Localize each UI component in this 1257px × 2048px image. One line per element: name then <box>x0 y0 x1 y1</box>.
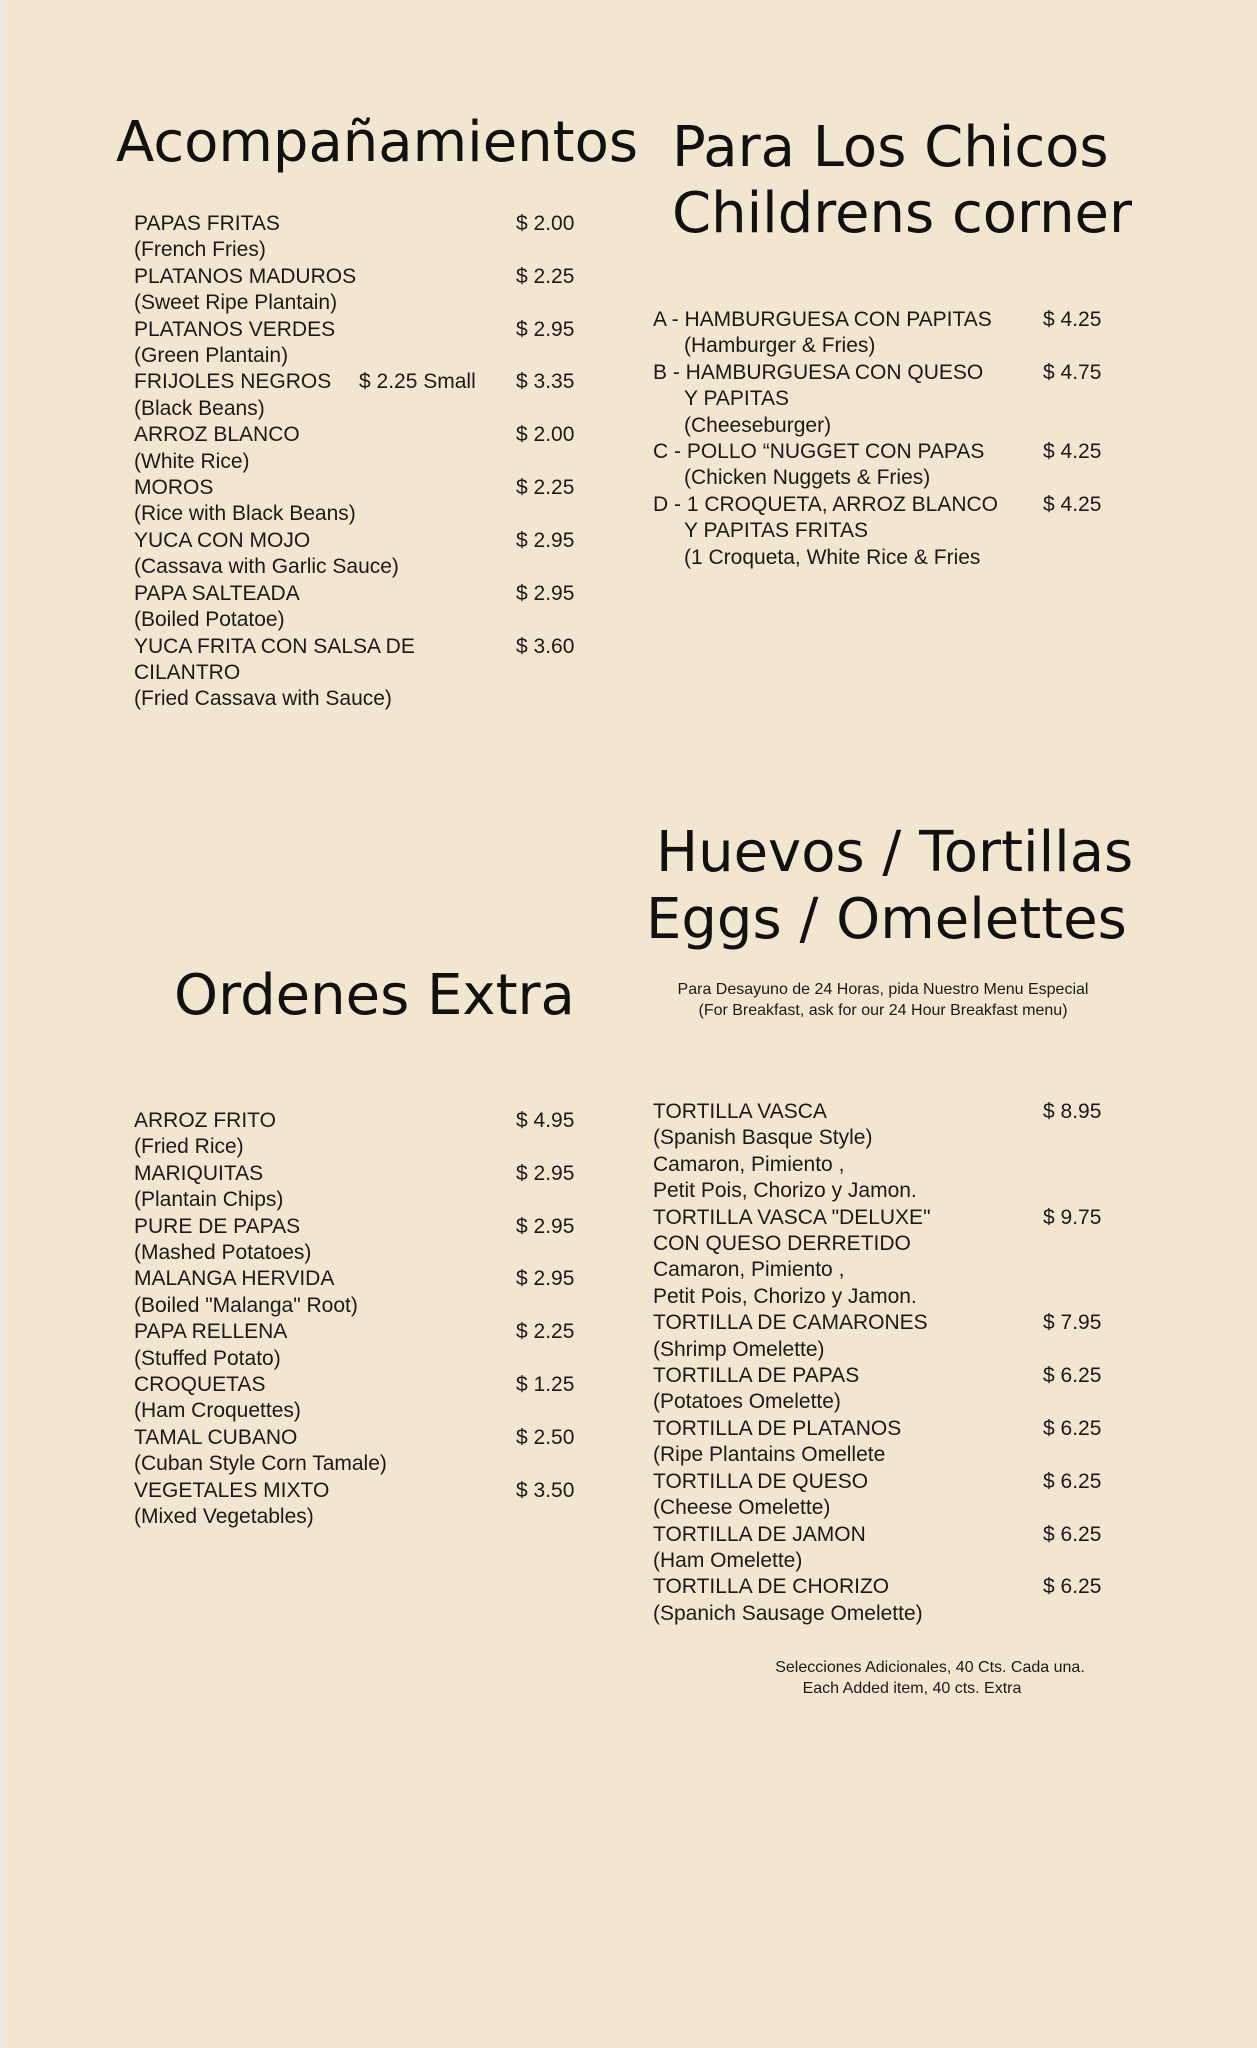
chicos-title-2 <box>672 181 1132 247</box>
menu-item-description: (Mixed Vegetables) <box>134 1505 314 1529</box>
menu-item-description: (Ripe Plantains Omellete <box>653 1443 886 1467</box>
menu-item-name-line: Y PAPITAS <box>684 387 790 411</box>
menu-item-description: (Shrimp Omelette) <box>653 1337 825 1361</box>
menu-item-description: (1 Croqueta, White Rice & Fries <box>684 545 981 569</box>
menu-item-price: $ 6.25 <box>1043 1469 1102 1493</box>
menu-item-description: (Sweet Ripe Plantain) <box>134 291 338 315</box>
menu-item-price: $ 2.95 <box>516 581 575 605</box>
menu-item-description: (Spanich Sausage Omelette) <box>653 1601 923 1625</box>
menu-item-name-line: TORTILLA DE PAPAS <box>653 1364 860 1388</box>
chicos-title-line1: Para Los Chicos <box>672 115 1109 180</box>
menu-item-name-line: TORTILLA VASCA "DELUXE" <box>653 1205 931 1229</box>
menu-item-name-line: ARROZ FRITO <box>134 1109 276 1132</box>
menu-item <box>134 1214 604 1267</box>
menu-item-price: $ 6.25 <box>1043 1575 1102 1599</box>
menu-item-description: (Plantain Chips) <box>134 1188 284 1212</box>
menu-item-price: $ 6.25 <box>1043 1522 1102 1546</box>
menu-item-name-line: PURE DE PAPAS <box>134 1214 301 1238</box>
menu-item-price: $ 3.50 <box>516 1478 575 1502</box>
menu-item-name-line: MOROS <box>134 476 214 500</box>
menu-item <box>653 307 1123 360</box>
menu-item <box>134 317 604 370</box>
menu-item-name-line: CILANTRO <box>134 660 241 684</box>
menu-item-name-line: D - 1 CROQUETA, ARROZ BLANCO <box>653 492 998 516</box>
menu-item-price: $ 6.25 <box>1043 1416 1102 1440</box>
menu-item <box>134 422 604 475</box>
menu-item-name-line: TAMAL CUBANO <box>134 1425 298 1449</box>
menu-item-price: $ 3.35 <box>516 370 575 394</box>
menu-item-description: (Cheese Omelette) <box>653 1496 831 1520</box>
menu-item-description: (Potatoes Omelette) <box>653 1390 841 1414</box>
menu-item-price: $ 2.95 <box>516 317 575 341</box>
menu-item-description: (Ham Omelette) <box>653 1548 803 1572</box>
menu-item-name-line: YUCA FRITA CON SALSA DE <box>134 634 415 658</box>
acompanamientos-menu <box>134 211 604 713</box>
menu-item-description: Camaron, Pimiento , <box>653 1152 845 1176</box>
chicos-title <box>672 115 1109 181</box>
menu-item-name-line: TORTILLA DE QUESO <box>653 1469 869 1493</box>
menu-item <box>134 634 604 713</box>
menu-item-price: $ 8.95 <box>1043 1100 1102 1123</box>
menu-item-description: (Mashed Potatoes) <box>134 1241 312 1265</box>
menu-item-name-line: A - HAMBURGUESA CON PAPITAS <box>653 308 992 331</box>
menu-item-price: $ 2.25 <box>516 1320 575 1344</box>
menu-item-price: $ 4.75 <box>1043 360 1102 384</box>
menu-item-description: (Cheeseburger) <box>684 413 832 437</box>
menu-item <box>134 264 604 317</box>
menu-item-name-line: YUCA CON MOJO <box>134 528 311 552</box>
menu-item-price: $ 2.50 <box>516 1425 575 1449</box>
menu-item <box>134 1161 604 1214</box>
menu-item-price: $ 2.95 <box>516 1161 575 1185</box>
menu-item-description: Petit Pois, Chorizo y Jamon. <box>653 1179 917 1203</box>
menu-item-name-line: PAPAS FRITAS <box>134 212 280 235</box>
menu-item <box>653 492 1123 571</box>
menu-item-name-line: TORTILLA DE CAMARONES <box>653 1311 928 1335</box>
menu-item <box>134 1319 604 1372</box>
menu-item-description: (Fried Rice) <box>134 1135 244 1159</box>
menu-item-price: $ 2.25 <box>516 264 575 288</box>
menu-item-price: $ 4.25 <box>1043 308 1102 331</box>
menu-item-name-line: Y PAPITAS FRITAS <box>684 519 868 543</box>
menu-item-description: (Cuban Style Corn Tamale) <box>134 1452 387 1476</box>
menu-item-name-line: CON QUESO DERRETIDO <box>653 1232 911 1256</box>
menu-item-description: Camaron, Pimiento , <box>653 1258 845 1282</box>
menu-item-price: $ 2.95 <box>516 1214 575 1238</box>
menu-item-price: $ 9.75 <box>1043 1205 1102 1229</box>
menu-item-name-line: MARIQUITAS <box>134 1161 264 1185</box>
menu-item <box>653 1310 1123 1363</box>
added-item-note <box>760 1657 1100 1699</box>
menu-item <box>653 1363 1123 1416</box>
menu-item-name-line: CROQUETAS <box>134 1373 266 1397</box>
menu-item-small-price: $ 2.25 Small <box>359 370 476 394</box>
menu-item <box>134 1372 604 1425</box>
menu-item <box>653 1522 1123 1575</box>
menu-item-description: (French Fries) <box>134 238 266 262</box>
menu-item-description: (Black Beans) <box>134 396 265 420</box>
menu-item <box>653 1205 1123 1311</box>
menu-item-description: (Green Plantain) <box>134 344 289 368</box>
menu-item <box>134 1478 604 1531</box>
menu-item-price: $ 2.00 <box>516 423 575 447</box>
menu-item <box>134 1108 604 1161</box>
added-item-note-line1: Selecciones Adicionales, 40 Cts. Cada una. <box>775 1659 1085 1676</box>
menu-item <box>653 360 1123 439</box>
menu-item-name-line: VEGETALES MIXTO <box>134 1478 330 1502</box>
extra-title: Ordenes Extra <box>174 963 575 1028</box>
menu-item-name-line: TORTILLA VASCA <box>653 1100 827 1123</box>
menu-item-price: $ 7.95 <box>1043 1311 1102 1335</box>
menu-item-price: $ 4.25 <box>1043 440 1102 464</box>
menu-item-name-line: FRIJOLES NEGROS <box>134 370 332 394</box>
menu-item <box>134 475 604 528</box>
menu-item <box>653 1574 1123 1627</box>
menu-item-name-line: MALANGA HERVIDA <box>134 1267 335 1291</box>
menu-item-name-line: PLATANOS MADUROS <box>134 264 357 288</box>
menu-item-description: (Boiled "Malanga" Root) <box>134 1293 358 1317</box>
menu-item-name-line: C - POLLO “NUGGET CON PAPAS <box>653 440 985 464</box>
menu-item-description: (White Rice) <box>134 449 250 473</box>
menu-item-price: $ 4.95 <box>516 1109 575 1132</box>
menu-item <box>134 369 604 422</box>
added-item-note-line2: Each Added item, 40 cts. Extra <box>802 1680 1022 1697</box>
menu-item <box>134 1266 604 1319</box>
menu-item-price: $ 2.95 <box>516 528 575 552</box>
menu-item-description: (Fried Cassava with Sauce) <box>134 687 392 711</box>
breakfast-note <box>648 979 1118 1021</box>
menu-item-price: $ 6.25 <box>1043 1364 1102 1388</box>
menu-item-description: (Boiled Potatoe) <box>134 608 285 632</box>
menu-item-name-line: TORTILLA DE JAMON <box>653 1522 866 1546</box>
menu-item <box>653 439 1123 492</box>
menu-item-name-line: TORTILLA DE PLATANOS <box>653 1416 902 1440</box>
menu-item-price: $ 2.00 <box>516 212 575 235</box>
menu-item-name-line: PAPA RELLENA <box>134 1320 288 1344</box>
huevos-menu <box>653 1099 1123 1627</box>
menu-item-description: (Chicken Nuggets & Fries) <box>684 466 931 490</box>
menu-item-price: $ 1.25 <box>516 1373 575 1397</box>
menu-item-name-line: PAPA SALTEADA <box>134 581 300 605</box>
menu-item-name-line: B - HAMBURGUESA CON QUESO <box>653 360 984 384</box>
menu-item-name-line: TORTILLA DE CHORIZO <box>653 1575 890 1599</box>
menu-item-name-line: PLATANOS VERDES <box>134 317 336 341</box>
menu-item-price: $ 3.60 <box>516 634 575 658</box>
huevos-title-2: Eggs / Omelettes <box>646 887 1127 952</box>
menu-item <box>134 528 604 581</box>
extra-menu <box>134 1108 604 1531</box>
acompanamientos-title: Acompañamientos <box>116 110 639 175</box>
breakfast-note-line1: Para Desayuno de 24 Horas, pida Nuestro Menu Especial <box>677 981 1089 998</box>
page-edge <box>0 0 4 2048</box>
menu-item <box>653 1099 1123 1205</box>
huevos-title-1: Huevos / Tortillas <box>656 820 1134 885</box>
menu-item-description: Petit Pois, Chorizo y Jamon. <box>653 1284 917 1308</box>
chicos-title-line2: Childrens corner <box>672 181 1133 246</box>
menu-item <box>134 1425 604 1478</box>
menu-item-price: $ 4.25 <box>1043 492 1102 516</box>
menu-item <box>134 581 604 634</box>
menu-item <box>653 1416 1123 1469</box>
menu-item-description: (Cassava with Garlic Sauce) <box>134 555 399 579</box>
menu-item <box>653 1469 1123 1522</box>
menu-item <box>134 211 604 264</box>
menu-item-price: $ 2.25 <box>516 476 575 500</box>
menu-item-price: $ 2.95 <box>516 1267 575 1291</box>
menu-item-description: (Rice with Black Beans) <box>134 502 356 526</box>
menu-item-name-line: ARROZ BLANCO <box>134 423 300 447</box>
chicos-menu <box>653 307 1123 571</box>
menu-item-description: (Spanish Basque Style) <box>653 1126 873 1150</box>
menu-item-description: (Ham Croquettes) <box>134 1399 301 1423</box>
breakfast-note-line2: (For Breakfast, ask for our 24 Hour Breakfast menu) <box>698 1002 1068 1019</box>
menu-item-description: (Hamburger & Fries) <box>684 334 876 358</box>
menu-item-description: (Stuffed Potato) <box>134 1346 281 1370</box>
